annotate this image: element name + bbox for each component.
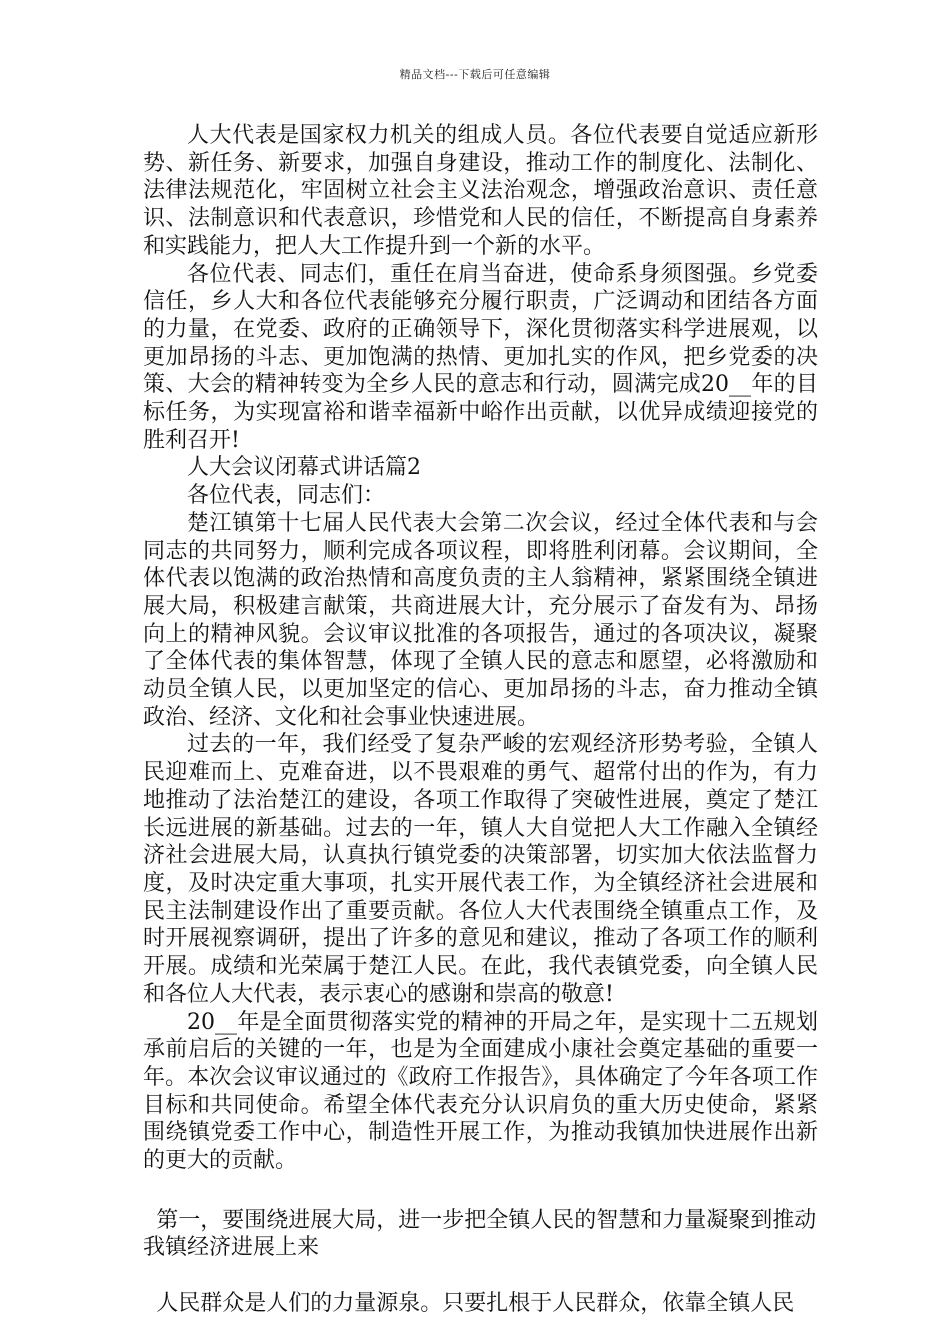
paragraph: 各位代表、同志们，重任在肩当奋进，使命系身须图强。乡党委信任，乡人大和各位代表能够充分履行职责，广泛调动和团结各方面的力量，在党委、政府的正确领导下，深化贯彻落实科学进展观，以更加昂扬的斗志、更加饱满的热情、更加扎实的作风，把乡党委的决策、大会的精神转变为全乡人民的意志和行动，圆满完成20__年的目标任务，为实现富裕和谐幸福新中峪作出贡献，以优异成绩迎接党的胜利召开! xyxy=(143,261,818,453)
paragraph: 楚江镇第十七届人民代表大会第二次会议，经过全体代表和与会同志的共同努力，顺利完成各项议程，即将胜利闭幕。会议期间，全体代表以饱满的政治热情和高度负责的主人翁精神，紧紧围绕全镇进展大局，积极建言献策，共商进展大计，充分展示了奋发有为、昂扬向上的精神风貌。会议审议批准的各项报告，通过的各项决议，凝聚了全体代表的集体智慧，体现了全镇人民的意志和愿望，必将激励和动员全镇人民，以更加坚定的信心、更加昂扬的斗志，奋力推动全镇政治、经济、文化和社会事业快速进展。 xyxy=(143,510,818,730)
section-title: 人大会议闭幕式讲话篇2 xyxy=(187,455,421,481)
salutation: 各位代表，同志们： xyxy=(187,483,386,509)
point-paragraph: 人民群众是人们的力量源泉。只要扎根于人民群众，依靠全镇人民 xyxy=(156,1291,795,1317)
paragraph: 人大代表是国家权力机关的组成人员。各位代表要自觉适应新形势、新任务、新要求，加强自身建设，推动工作的制度化、法制化、法律法规范化，牢固树立社会主义法治观念，增强政治意识、责任意识、法制意识和代表意识，珍惜党和人民的信任，不断提高自身素养和实践能力，把人大工作提升到一个新的水平。 xyxy=(143,123,818,259)
paragraph: 过去的一年，我们经受了复杂严峻的宏观经济形势考验，全镇人民迎难而上、克难奋进，以不畏艰难的勇气、超常付出的作为，有力地推动了法治楚江的建设，各项工作取得了突破性进展，奠定了楚江长远进展的新基础。过去的一年，镇人大自觉把人大工作融入全镇经济社会进展大局，认真执行镇党委的决策部署，切实加大依法监督力度，及时决定重大事项，扎实开展代表工作，为全镇经济社会进展和民主法制建设作出了重要贡献。各位人大代表围绕全镇重点工作，及时开展视察调研，提出了许多的意见和建议，推动了各项工作的顺利开展。成绩和光荣属于楚江人民。在此，我代表镇党委，向全镇人民和各位人大代表，表示衷心的感谢和崇高的敬意! xyxy=(143,732,818,1007)
page-header: 精品文档---下载后可任意编辑 xyxy=(399,68,551,81)
paragraph: 20__年是全面贯彻落实党的精神的开局之年，是实现十二五规划承前启后的关键的一年，也是为全面建成小康社会奠定基础的重要一年。本次会议审议通过的《政府工作报告》，具体确定了今年各项工作目标和共同使命。希望全体代表充分认识肩负的重大历史使命，紧紧围绕镇党委工作中心，制造性开展工作，为推动我镇加快进展作出新的更大的贡献。 xyxy=(143,1009,818,1174)
point-heading: 第一，要围绕进展大局，进一步把全镇人民的智慧和力量凝聚到推动我镇经济进展上来 xyxy=(143,1207,817,1261)
document-body xyxy=(143,122,818,1318)
